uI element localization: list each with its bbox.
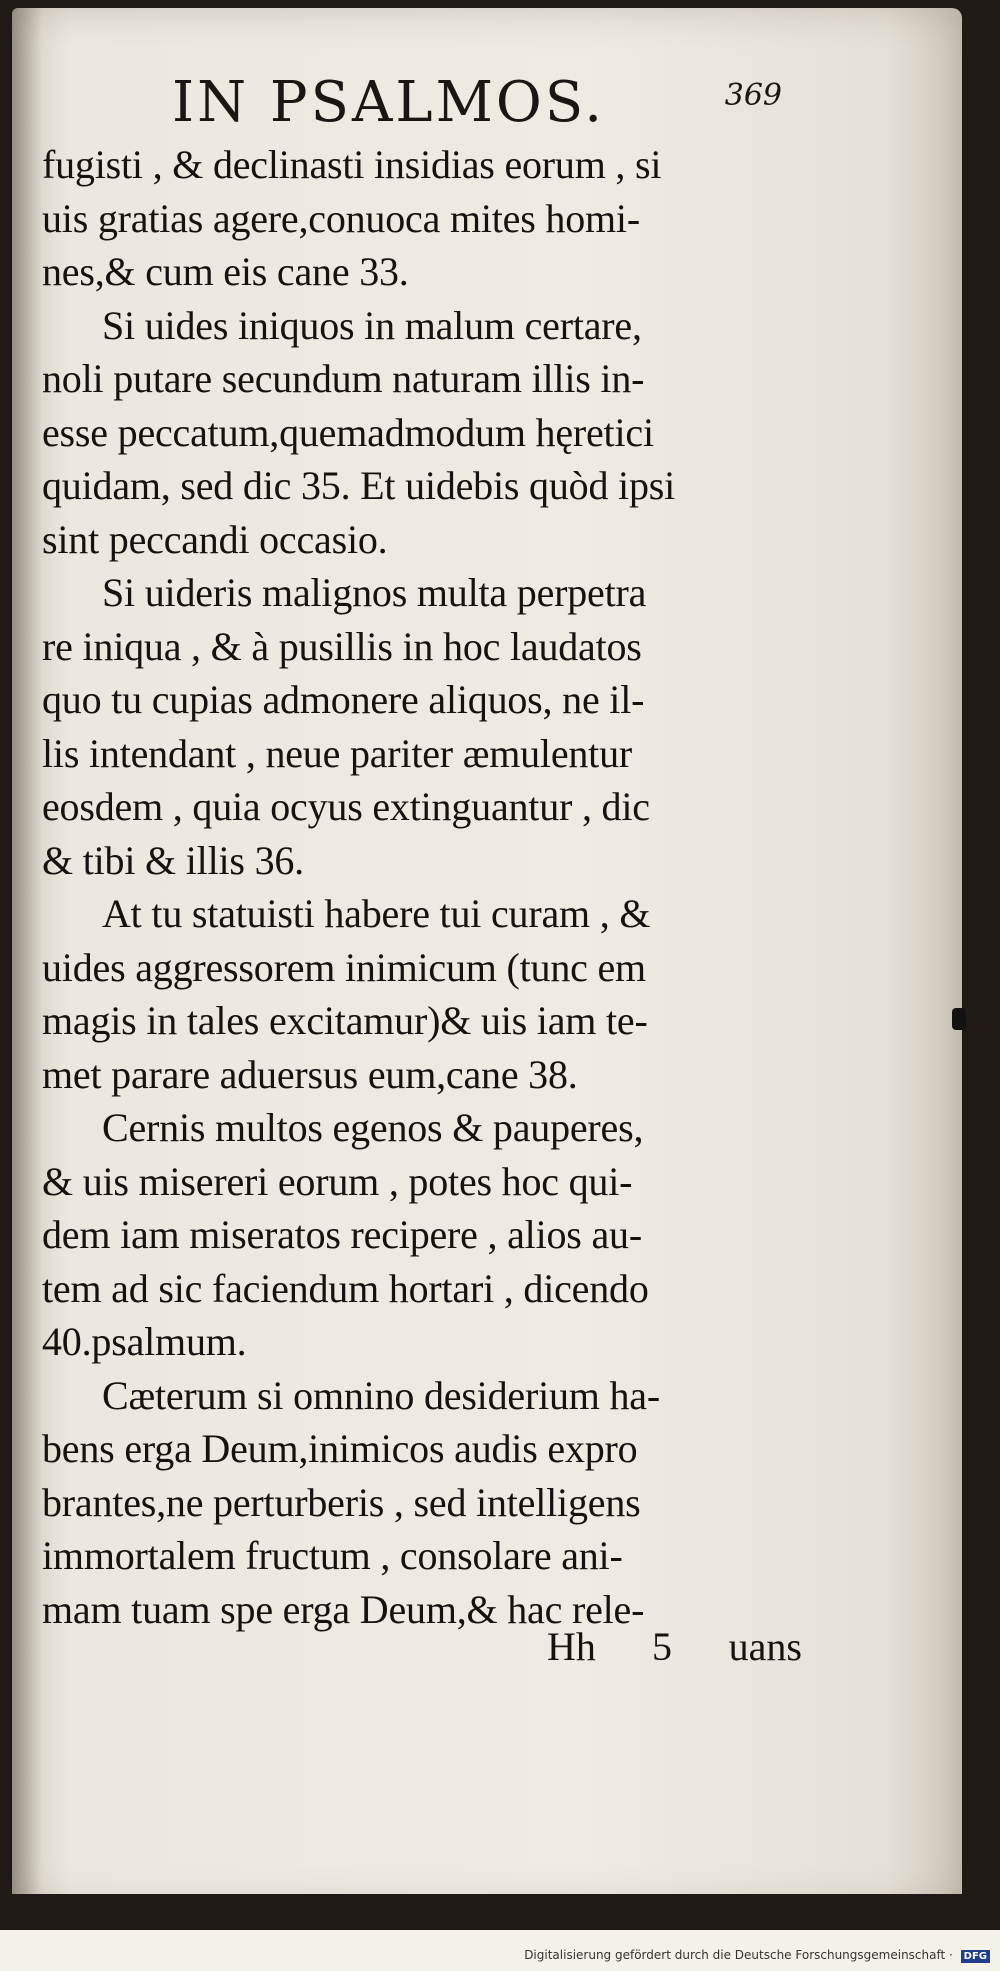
book-page xyxy=(12,8,962,1908)
text-line: brantes,ne perturberis , sed intelligens xyxy=(42,1479,641,1525)
text-line: & tibi & illis 36. xyxy=(42,837,304,883)
text-line: & uis misereri eorum , potes hoc qui- xyxy=(42,1158,633,1204)
credit-text: Digitalisierung gefördert durch die Deutsche Forschungsgemeinschaft · xyxy=(524,1948,953,1962)
text-line: Si uides iniquos in malum certare, xyxy=(102,302,642,348)
text-line: 40.psalmum. xyxy=(42,1319,247,1364)
dfg-logo: DFG xyxy=(961,1950,990,1963)
text-line: nes,& cum eis cane 33. xyxy=(42,249,409,294)
text-line: eosdem , quia ocyus extinguantur , dic xyxy=(42,784,650,829)
text-line: tem ad sic faciendum hortari , dicendo xyxy=(42,1265,649,1311)
text-line: bens erga Deum,inimicos audis expro xyxy=(42,1426,638,1471)
text-line: quo tu cupias admonere aliquos, ne il- xyxy=(42,677,645,722)
spine-shadow xyxy=(12,8,42,1908)
catchword: uans xyxy=(728,1624,802,1669)
text-line: re iniqua , & à pusillis in hoc laudatos xyxy=(42,623,642,669)
text-line: uides aggressorem inimicum (tunc em xyxy=(42,944,646,990)
signature-line xyxy=(502,1623,802,1673)
page-edge-mark xyxy=(952,1008,966,1030)
text-line: At tu statuisti habere tui curam , & xyxy=(102,891,651,936)
text-line: Cæterum si omnino desiderium ha- xyxy=(102,1372,660,1418)
page-header xyxy=(162,70,782,140)
body-text xyxy=(42,138,827,1636)
text-line: sint peccandi occasio. xyxy=(42,516,388,562)
text-line: noli putare secundum naturam illis in- xyxy=(42,356,645,401)
text-line: lis intendant , neue pariter æmulentur xyxy=(42,730,633,776)
text-line: fugisti , & declinasti insidias eorum , si xyxy=(42,142,662,187)
text-line: uis gratias agere,conuoca mites homi- xyxy=(42,195,640,241)
scan-bottom-edge xyxy=(0,1894,1000,1930)
signature-mark: Hh xyxy=(547,1624,596,1669)
page-number: 369 xyxy=(724,78,782,113)
text-line: quidam, sed dic 35. Et uidebis quòd ipsi xyxy=(42,463,676,508)
running-title: IN PSALMOS. xyxy=(172,70,606,135)
text-line: immortalem fructum , consolare ani- xyxy=(42,1533,623,1578)
text-line: magis in tales excitamur)& uis iam te- xyxy=(42,998,648,1043)
digitization-credit xyxy=(0,1948,990,1968)
text-line: esse peccatum,quemadmodum hęretici xyxy=(42,409,654,455)
text-line: met parare aduersus eum,cane 38. xyxy=(42,1051,578,1097)
text-line: Si uideris malignos multa perpetra xyxy=(102,570,647,615)
text-line: dem iam miseratos recipere , alios au- xyxy=(42,1212,642,1257)
signature-number: 5 xyxy=(652,1624,672,1669)
text-line: mam tuam spe erga Deum,& hac rele- xyxy=(42,1586,645,1632)
text-line: Cernis multos egenos & pauperes, xyxy=(102,1105,644,1150)
